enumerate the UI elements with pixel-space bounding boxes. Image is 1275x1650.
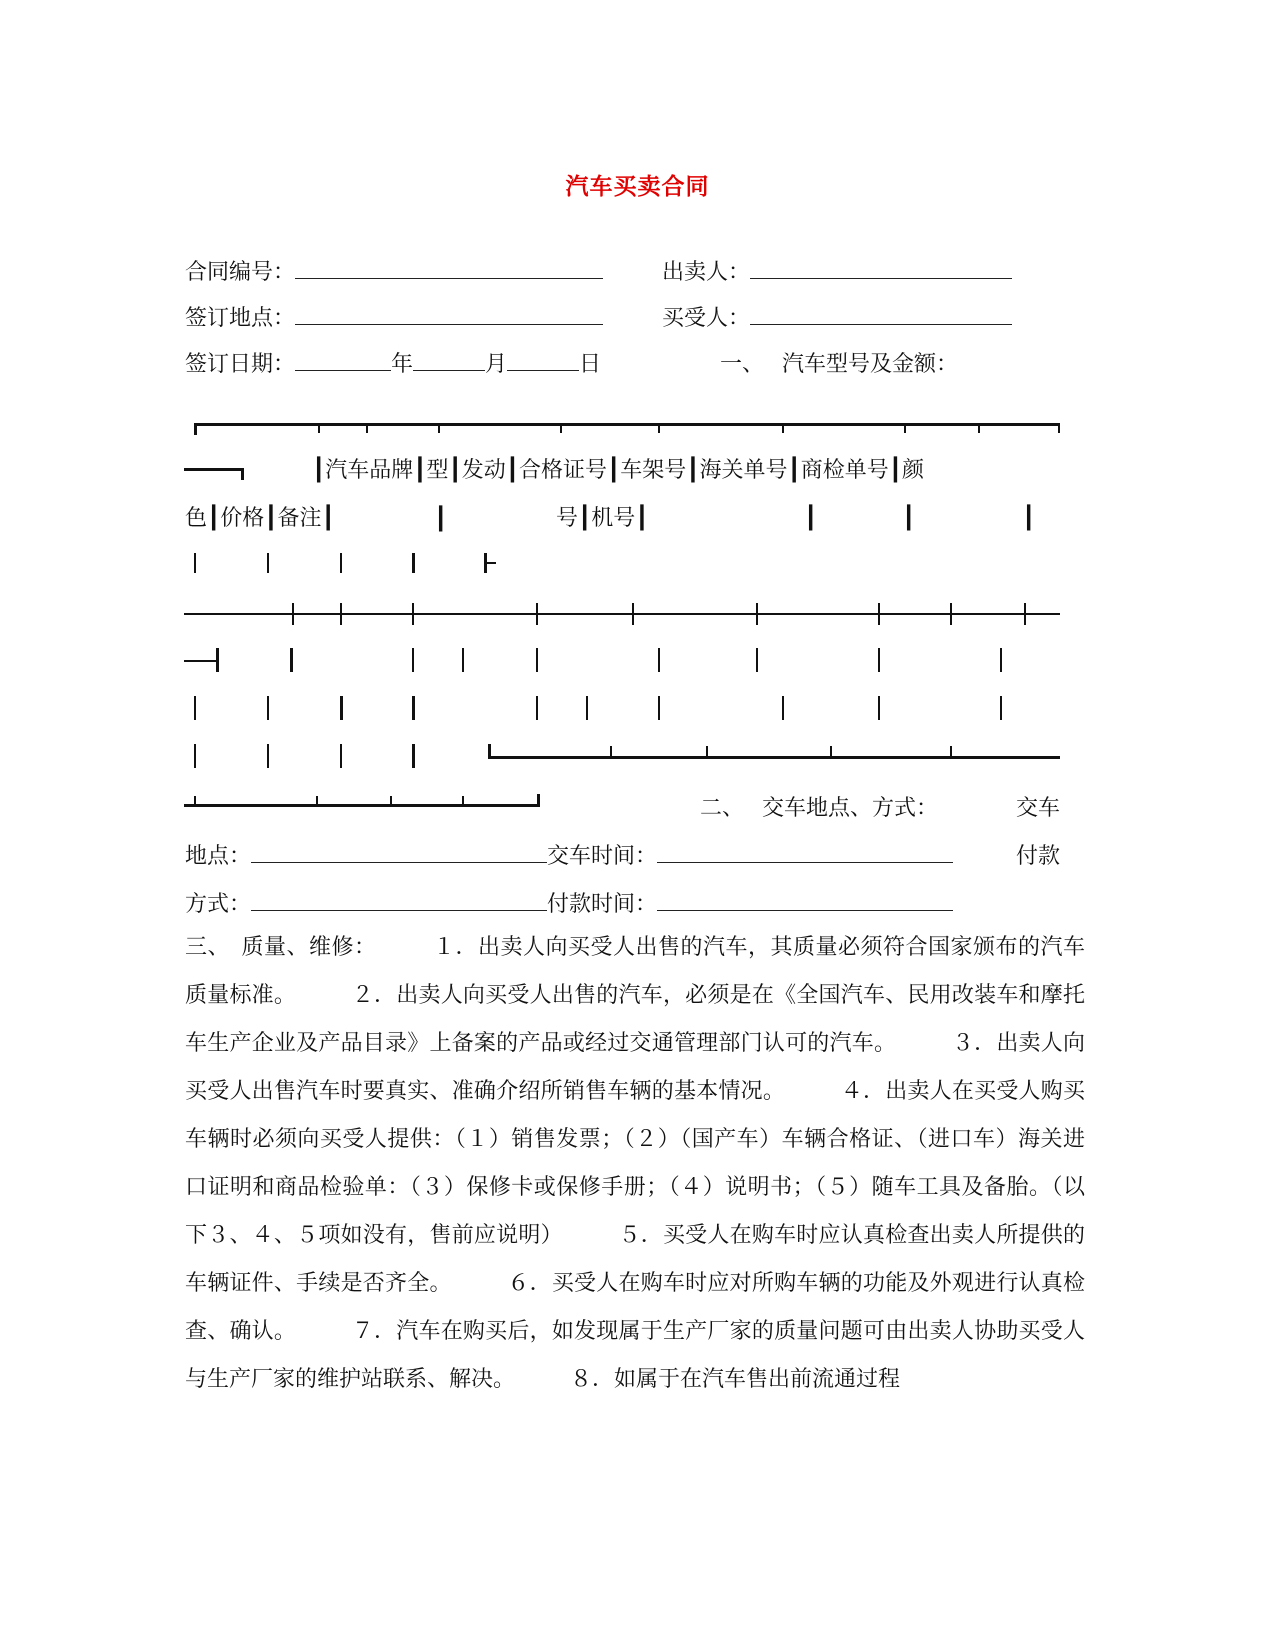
- seller-line: [662, 258, 1012, 288]
- buyer-blank: [750, 304, 1012, 325]
- table-header-row2b: 号┃机号┃: [556, 506, 649, 531]
- delivery-time-label: 交车时间：: [547, 844, 658, 869]
- payment-method-blank: [251, 890, 547, 911]
- payment-method-label: 方式：: [185, 892, 252, 917]
- seller-label: 出卖人：: [662, 260, 751, 285]
- section3-paragraph: [185, 924, 1085, 1404]
- delivery-place-label: 地点：: [185, 844, 252, 869]
- sign-date-line: [185, 350, 601, 380]
- month-label: 月: [485, 352, 508, 377]
- day-blank: [507, 350, 579, 371]
- payment-time-label: 付款时间：: [547, 892, 658, 917]
- buyer-label: 买受人：: [662, 306, 751, 331]
- document-title: 汽车买卖合同: [565, 173, 710, 200]
- contract-no-blank: [295, 258, 603, 279]
- sign-date-label: 签订日期：: [185, 352, 296, 377]
- section2-heading: [700, 794, 938, 824]
- year-label: 年: [391, 352, 414, 377]
- payment-tail: 付款: [1016, 844, 1061, 869]
- table-header-row2a: 色┃价格┃备注┃: [185, 506, 335, 531]
- delivery-time-blank: [657, 842, 953, 863]
- delivery-place-blank: [251, 842, 547, 863]
- month-blank: [413, 350, 485, 371]
- sign-place-label: 签订地点：: [185, 306, 296, 331]
- seller-blank: [750, 258, 1012, 279]
- buyer-line: [662, 304, 1012, 334]
- payment-method-line: [185, 890, 953, 920]
- delivery-place-line: [185, 842, 953, 872]
- table-header-divider: ┃: [1022, 506, 1036, 531]
- day-label: 日: [579, 352, 602, 377]
- table-header-divider: ┃: [804, 506, 818, 531]
- contract-no-line: [185, 258, 603, 288]
- section2-number: 二、: [700, 796, 734, 821]
- contract-no-label: 合同编号：: [185, 260, 296, 285]
- section1-number: 一、: [720, 352, 754, 377]
- table-header-divider: ┃: [902, 506, 916, 531]
- payment-time-blank: [657, 890, 953, 911]
- section2-tail: 交车: [1016, 796, 1061, 821]
- sign-place-line: [185, 304, 603, 334]
- section3-text: 三、 质量、维修： １．出卖人向买受人出售的汽车，其质量必须符合国家颁布的汽车质量标准。 ２．出卖人向买受人出售的汽车，必须是在《全国汽车、民用改装车和摩托车生产企业及产品目录》上备案的产品或经过交通管理部门认可的汽车。 ３．出卖人向买受人出售汽车时要真实、准确介绍所销售车辆的基本情况。 ４．出卖人在买受人购买车辆时必须向买受人提供：（１）销售发票；（２）（国产车）车辆合格证、（进口车）海关进口证明和商品检验单：（３）保修卡或保修手册；（４）说明书；（５）随车工具及备胎。（以下３、４、５项如没有，售前应说明） ５．买受人在购车时应认真检查出卖人所提供的车辆证件、手续是否齐全。 ６．买受人在购车时应对所购车辆的功能及外观进行认真检查、确认。 ７．汽车在购买后，如发现属于生产厂家的质量问题可由出卖人协助买受人与生产厂家的维护站联系、解决。 ８．如属于在汽车售出前流通过程: [185, 935, 1085, 1392]
- section1-title: 汽车型号及金额：: [782, 352, 959, 377]
- section2-title: 交车地点、方式：: [762, 796, 939, 821]
- sign-place-blank: [295, 304, 603, 325]
- table-header-divider: ┃: [434, 506, 448, 532]
- year-blank: [295, 350, 391, 371]
- table-header-row1: ┃汽车品牌┃型┃发动┃合格证号┃车架号┃海关单号┃商检单号┃颜: [312, 458, 924, 483]
- section1-heading: [720, 350, 958, 380]
